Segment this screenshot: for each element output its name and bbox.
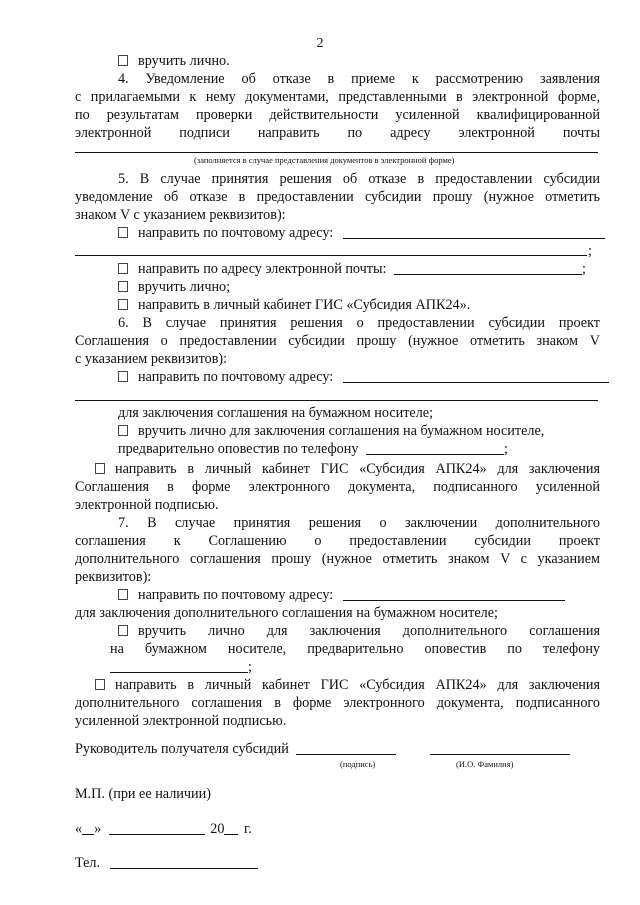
para7-paper: для заключения дополнительного соглашения на бумажном носителе; <box>75 605 498 621</box>
year-field[interactable] <box>224 821 238 835</box>
option-postal-7: направить по почтовому адресу: <box>118 586 600 604</box>
checkbox-icon[interactable] <box>95 679 105 690</box>
para6-cabinet-line2: Соглашения в форме электронного документа, подписанного усиленной <box>75 479 600 495</box>
checkbox-icon[interactable] <box>118 281 128 292</box>
option-postal-6: направить по почтовому адресу: <box>118 368 600 386</box>
name-field[interactable] <box>430 741 570 755</box>
option-hand-deliver-7: вручить лично для заключения дополнительного соглашения <box>118 622 600 640</box>
para4-line1: 4. Уведомление об отказе в приеме к рассмотрению заявления <box>118 71 600 87</box>
stamp-label: М.П. (при ее наличии) <box>75 786 211 802</box>
phone-row <box>75 854 600 872</box>
option-hand-deliver-6: вручить лично для заключения соглашения на бумажном носителе, <box>118 422 600 440</box>
phone-input[interactable] <box>110 855 258 869</box>
phone-line-6: предварительно оповестив по телефону ; <box>118 441 508 457</box>
postal-address-field[interactable] <box>343 225 605 239</box>
email-address-field[interactable] <box>394 261 582 275</box>
phone-field[interactable] <box>366 441 504 455</box>
para6-paper: для заключения соглашения на бумажном носителе; <box>118 405 434 421</box>
signature-row <box>75 740 600 758</box>
para7-line2: соглашения к Соглашению о предоставлении субсидии проект <box>75 533 600 549</box>
phone-line-7: ; <box>110 658 600 676</box>
para4-line4: электронной подписи направить по адресу электронной почты <box>75 125 600 141</box>
checkbox-icon[interactable] <box>118 55 128 66</box>
para6-line2: Соглашения о предоставлении субсидии прошу (нужное отметить знаком V <box>75 333 600 349</box>
signature-caption: (подпись) <box>340 759 376 769</box>
option-email-5: направить по адресу электронной почты: ; <box>118 260 600 278</box>
para6-cabinet-line3: электронной подписью. <box>75 497 219 513</box>
checkbox-icon[interactable] <box>118 425 128 436</box>
option-cabinet-5: направить в личный кабинет ГИС «Субсидия АПК24». <box>118 296 600 314</box>
checkbox-icon[interactable] <box>118 625 128 636</box>
option-cabinet-6: направить в личный кабинет ГИС «Субсидия АПК24» для заключения <box>95 460 600 478</box>
checkbox-icon[interactable] <box>118 371 128 382</box>
signature-field[interactable] <box>296 741 396 755</box>
para7-line1: 7. В случае принятия решения о заключении дополнительного <box>118 515 600 531</box>
page-number: 2 <box>316 36 324 51</box>
para4-line2: с прилагаемыми к нему документами, представленными в электронной форме, <box>75 89 600 105</box>
para7-line4: реквизитов): <box>75 569 152 585</box>
postal-address-field[interactable] <box>343 587 565 601</box>
para6-line1: 6. В случае принятия решения о предоставлении субсидии проект <box>118 315 600 331</box>
postal-address-field-2[interactable] <box>75 400 598 401</box>
name-caption: (И.О. Фамилия) <box>456 759 514 769</box>
email-field-caption: (заполняется в случае представления документов в электронной форме) <box>194 155 455 165</box>
postal-address-field-2[interactable] <box>75 255 587 256</box>
signature-label: Руководитель получателя субсидий <box>75 741 289 757</box>
para5-line2: уведомление об отказе в предоставлении субсидии прошу (нужное отметить <box>75 189 600 205</box>
option-hand-deliver-5: вручить лично; <box>118 278 600 296</box>
month-field[interactable] <box>109 821 205 835</box>
para7-line3: дополнительного соглашения прошу (нужное отметить знаком V с указанием <box>75 551 600 567</box>
para4-line3: по результатам проверки действительности усиленной квалифицированной <box>75 107 600 123</box>
email-field-line[interactable] <box>75 152 598 153</box>
semicolon: ; <box>588 243 592 259</box>
phone-field[interactable] <box>110 659 248 673</box>
para6-line3: с указанием реквизитов): <box>75 351 228 367</box>
checkbox-icon[interactable] <box>118 589 128 600</box>
para7-cabinet-line3: усиленной электронной подписью. <box>75 713 287 729</box>
para5-line1: 5. В случае принятия решения об отказе в предоставлении субсидии <box>118 171 600 187</box>
checkbox-icon[interactable] <box>118 227 128 238</box>
checkbox-icon[interactable] <box>118 263 128 274</box>
para5-line3: знаком V с указанием реквизитов): <box>75 207 286 223</box>
day-field[interactable] <box>82 821 94 835</box>
checkbox-icon[interactable] <box>95 463 105 474</box>
date-row: « » 20 г. <box>75 821 252 837</box>
option-cabinet-7: направить в личный кабинет ГИС «Субсидия АПК24» для заключения <box>95 676 600 694</box>
postal-address-field[interactable] <box>343 369 609 383</box>
option-postal-5: направить по почтовому адресу: <box>118 224 600 242</box>
para7-hand-line2: на бумажном носителе, предварительно оповестив по телефону <box>110 641 600 657</box>
phone-label: Тел. <box>75 855 101 871</box>
option-hand-deliver-top: вручить лично. <box>118 52 600 70</box>
para7-cabinet-line2: дополнительного соглашения в форме электронного документа, подписанного <box>75 695 600 711</box>
checkbox-icon[interactable] <box>118 299 128 310</box>
